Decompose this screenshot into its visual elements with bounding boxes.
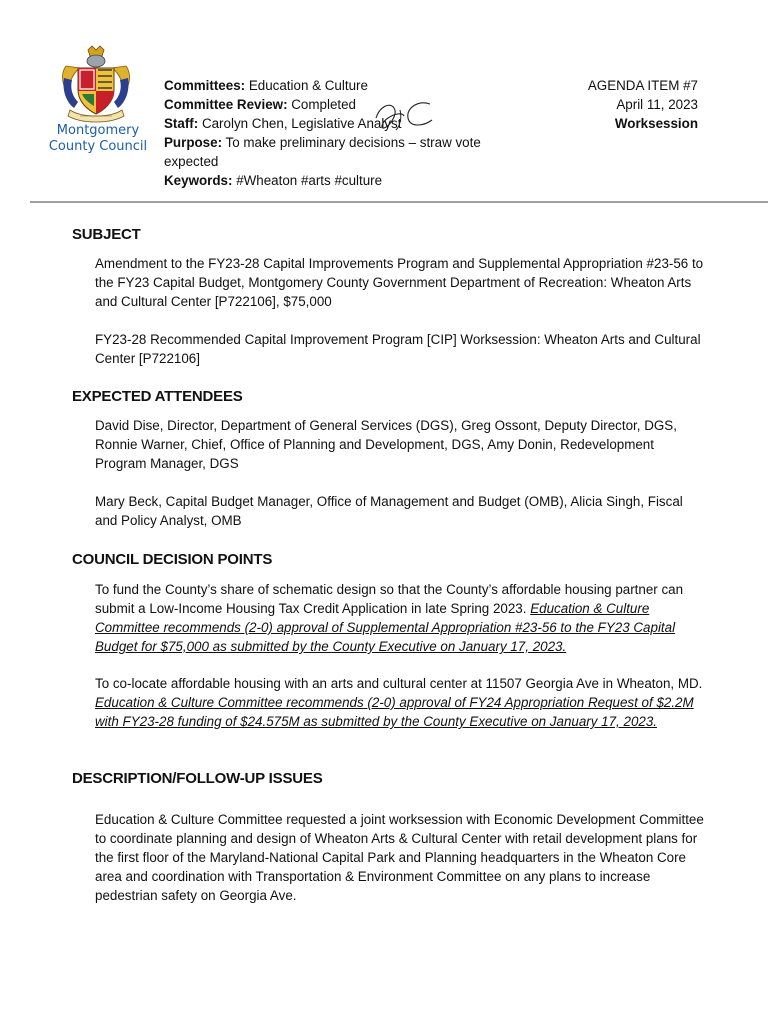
staff-signature	[372, 98, 438, 132]
purpose-row	[164, 133, 504, 171]
purpose-value: To make preliminary decisions – straw vote expected	[164, 135, 481, 169]
subject-paragraph-1: Amendment to the FY23-28 Capital Improvements Program and Supplemental Appropriation #23-56 to the FY23 Capital Budget, Montgomery County Government Department of Recreation: Wheaton Arts and Cultural Center [P722106], $75,000	[95, 256, 704, 309]
council-name-line2: County Council	[48, 139, 148, 154]
decision-points-heading: COUNCIL DECISION POINTS	[72, 551, 273, 568]
decision-point-1-recommendation: Education & Culture Committee recommends (2-0) approval of Supplemental Appropriation #23-56 to the FY23 Capital Budget for $75,000 as submitted by the County Executive on January 17, 2023.	[95, 601, 676, 654]
council-name-line1: Montgomery	[56, 123, 140, 138]
agenda-session-type: Worksession	[614, 116, 698, 131]
staff-label: Staff:	[164, 116, 199, 131]
agenda-block	[588, 76, 698, 133]
header-metadata	[164, 76, 504, 190]
description-paragraph: Education & Culture Committee requested a joint worksession with Economic Development Committee to coordinate planning and design of Wheaton Arts & Cultural Center with retail development plans for the first floor of the Maryland-National Capital Park and Planning headquarters in the Wheaton Core area and coordination with Transportation & Environment Committee on any plans to increase pedestrian safety on Georgia Ave.	[95, 812, 704, 903]
header-divider	[30, 201, 768, 203]
staff-row	[164, 114, 504, 133]
committees-row	[164, 76, 504, 95]
county-seal-logo	[58, 44, 134, 124]
attendees-heading: EXPECTED ATTENDEES	[72, 388, 243, 405]
committees-value: Education & Culture	[245, 78, 368, 93]
subject-heading: SUBJECT	[72, 226, 141, 243]
committee-review-row	[164, 95, 504, 114]
keywords-value: #Wheaton #arts #culture	[232, 173, 383, 188]
attendees-paragraph-2: Mary Beck, Capital Budget Manager, Office of Management and Budget (OMB), Alicia Singh, Fiscal and Policy Analyst, OMB	[95, 494, 683, 528]
keywords-label: Keywords:	[164, 173, 233, 188]
description-heading: DESCRIPTION/FOLLOW-UP ISSUES	[72, 770, 323, 787]
agenda-date: April 11, 2023	[616, 97, 698, 112]
subject-paragraph-2: FY23-28 Recommended Capital Improvement Program [CIP] Worksession: Wheaton Arts and Cultural Center [P722106]	[95, 332, 701, 366]
keywords-row	[164, 171, 504, 190]
decision-point-1	[95, 580, 705, 656]
decision-point-2-text: To co-locate affordable housing with an arts and cultural center at 11507 Georgia Ave in Wheaton, MD.	[95, 676, 703, 691]
staff-value: Carolyn Chen, Legislative Analyst	[198, 116, 402, 131]
committee-review-value: Completed	[287, 97, 357, 112]
agenda-item-number: AGENDA ITEM #7	[587, 78, 698, 93]
committee-review-label: Committee Review:	[164, 97, 288, 112]
purpose-label: Purpose:	[164, 135, 223, 150]
decision-point-2-recommendation: Education & Culture Committee recommends (2-0) approval of FY24 Appropriation Request of $2.2M with FY23-28 funding of $24.575M as submitted by the County Executive on January 17, 2023.	[95, 695, 694, 729]
council-name	[44, 123, 152, 155]
attendees-paragraph-1: David Dise, Director, Department of General Services (DGS), Greg Ossont, Deputy Director, DGS, Ronnie Warner, Chief, Office of Planning and Development, DGS, Amy Donin, Redevelopment Program Manager, DGS	[95, 418, 677, 471]
decision-point-2	[95, 674, 705, 731]
committees-label: Committees:	[164, 78, 246, 93]
decision-point-1-text: To fund the County’s share of schematic design so that the County’s affordable housing partner can submit a Low-Income Housing Tax Credit Application in late Spring 2023.	[95, 582, 684, 616]
